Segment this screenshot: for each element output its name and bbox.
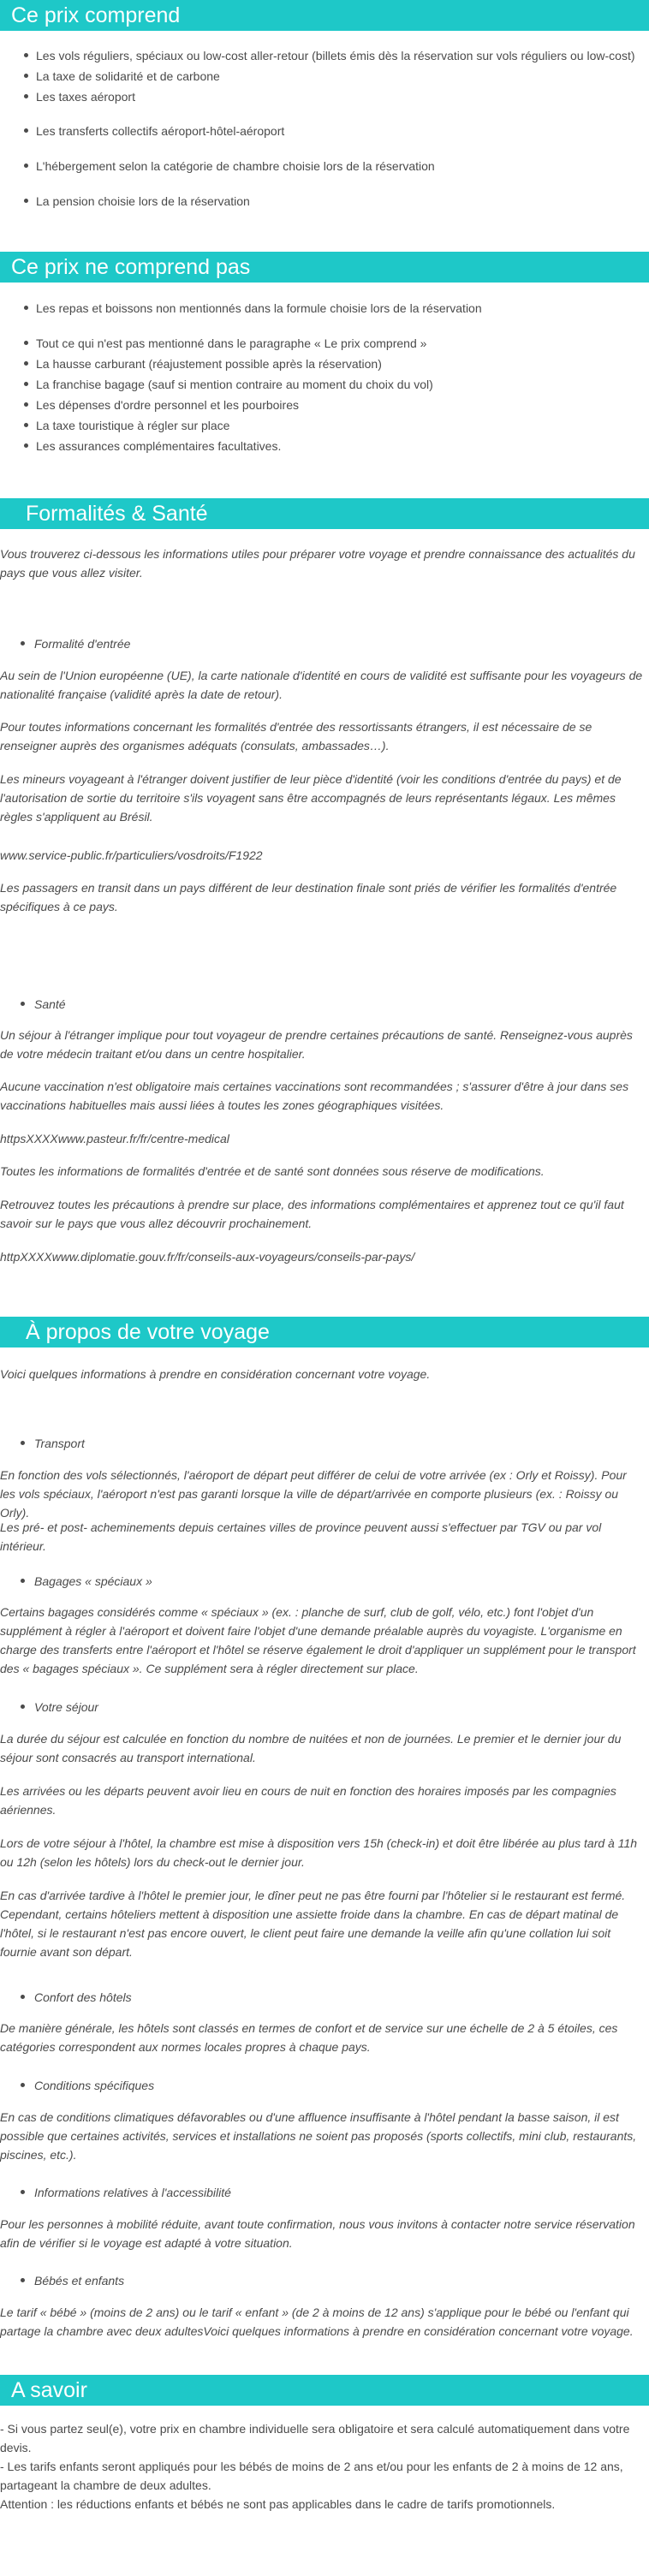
- paragraph: Les pré- et post- acheminements depuis certaines villes de province peuvent aussi s'effectuer par TGV ou par vol intérieur.: [0, 1520, 602, 1553]
- subheading-conditions: Conditions spécifiques: [34, 2079, 155, 2092]
- subheading-bebes-enfants: Bébés et enfants: [34, 2274, 125, 2287]
- list-item: Tout ce qui n'est pas mentionné dans le paragraphe « Le prix comprend »: [36, 336, 427, 350]
- paragraph: En cas de conditions climatiques défavorables ou d'une affluence insuffisante à l'hôtel pendant la basse saison, il est possible que certaines activités, services et installations ne soient pas proposés (sports collectifs, mini club, restaurants, piscines, etc.).: [0, 2110, 637, 2162]
- list-item: Les dépenses d'ordre personnel et les pourboires: [36, 398, 299, 412]
- paragraph: Aucune vaccination n'est obligatoire mais certaines vaccinations sont recommandées ; s'assurer d'être à jour dans ses vaccinations habituelles mais aussi liées à toutes les zones géographiques visitées.: [0, 1080, 629, 1112]
- paragraph: Les mineurs voyageant à l'étranger doivent justifier de leur pièce d'identité (voir les conditions d'entrée du pays) et de l'autorisation de sortie du territoire s'ils voyagent sans être accompagnés de leurs représentants légaux. Les mêmes règles s'appliquent au Brésil.: [0, 772, 622, 824]
- paragraph: Le tarif « bébé » (moins de 2 ans) ou le tarif « enfant » (de 2 à moins de 12 ans) s'applique pour le bébé ou l'enfant qui partage la chambre avec deux adultesVoici quelques informations à prendre en considération concernant votre voyage.: [0, 2305, 634, 2338]
- paragraph: Les arrivées ou les départs peuvent avoir lieu en cours de nuit en fonction des horaires imposés par les compagnies aériennes.: [0, 1784, 616, 1817]
- subheading-accessibilite: Informations relatives à l'accessibilité: [34, 2186, 231, 2199]
- list-item: La hausse carburant (réajustement possible après la réservation): [36, 357, 382, 371]
- section-title-formalites-sante: Formalités & Santé: [0, 498, 649, 529]
- paragraph: Toutes les informations de formalités d'entrée et de santé sont données sous réserve de modifications.: [0, 1164, 545, 1178]
- paragraph: Pour les personnes à mobilité réduite, avant toute confirmation, nous vous invitons à contacter notre service réservation afin de vérifier si le voyage est adapté à votre situation.: [0, 2217, 635, 2250]
- paragraph: - Les tarifs enfants seront appliqués pour les bébés de moins de 2 ans et/ou pour les enfants de 2 à moins de 12 ans, partageant la chambre de deux adultes.: [0, 2460, 623, 2492]
- paragraph: De manière générale, les hôtels sont classés en termes de confort et de service sur une échelle de 2 à 5 étoiles, ces catégories correspondent aux normes locales propres à chaque pays.: [0, 2021, 618, 2054]
- paragraph: Certains bagages considérés comme « spéciaux » (ex. : planche de surf, club de golf, vélo, etc.) font l'objet d'un supplément à régler à l'aéroport et doivent faire l'objet d'une demande préalable auprès du voyagiste. L'organisme en charge des transferts entre l'aéroport et l'hôtel se réserve également le droit d'appliquer un supplément pour le transport des « bagages spéciaux ». Ce supplément sera à régler directement sur place.: [0, 1605, 636, 1675]
- subheading-sante: Santé: [34, 997, 66, 1011]
- list-item: La taxe touristique à régler sur place: [36, 419, 230, 432]
- paragraph: La durée du séjour est calculée en fonction du nombre de nuitées et non de journées. Le premier et le dernier jour du séjour sont consacrés au transport international.: [0, 1732, 622, 1764]
- section-title-prix-ne-comprend-pas: Ce prix ne comprend pas: [0, 252, 649, 283]
- paragraph: Attention : les réductions enfants et bébés ne sont pas applicables dans le cadre de tarifs promotionnels.: [0, 2497, 556, 2511]
- paragraph: - Si vous partez seul(e), votre prix en chambre individuelle sera obligatoire et sera calculé automatiquement dans votre devis.: [0, 2422, 630, 2454]
- list-item: Les repas et boissons non mentionnés dans la formule choisie lors de la réservation: [36, 301, 482, 315]
- list-item: Les taxes aéroport: [36, 90, 135, 104]
- intro-text: Voici quelques informations à prendre en considération concernant votre voyage.: [0, 1367, 431, 1381]
- subheading-votre-sejour: Votre séjour: [34, 1700, 98, 1714]
- list-item: La taxe de solidarité et de carbone: [36, 69, 220, 83]
- paragraph: En fonction des vols sélectionnés, l'aéroport de départ peut différer de celui de votre arrivée (ex : Orly et Roissy). Pour les vols spéciaux, l'aéroport n'est pas garanti lorsque la ville de départ/arrivée en comporte plusieurs (ex. : Roissy ou Orly).: [0, 1468, 627, 1520]
- subheading-formalite-entree: Formalité d'entrée: [34, 637, 131, 651]
- section-title-a-propos: À propos de votre voyage: [0, 1317, 649, 1347]
- subheading-confort: Confort des hôtels: [34, 1990, 132, 2004]
- paragraph: Un séjour à l'étranger implique pour tout voyageur de prendre certaines précautions de santé. Renseignez-vous auprès de votre médecin traitant et/ou dans un centre hospitalier.: [0, 1028, 633, 1061]
- paragraph: Les passagers en transit dans un pays différent de leur destination finale sont priés de vérifier les formalités d'entrée spécifiques à ce pays.: [0, 881, 617, 913]
- list-item: Les assurances complémentaires facultatives.: [36, 439, 282, 453]
- link-diplomatie[interactable]: httpXXXXwww.diplomatie.gouv.fr/fr/conseils-aux-voyageurs/conseils-par-pays/: [0, 1250, 415, 1264]
- intro-text: Vous trouverez ci-dessous les informations utiles pour préparer votre voyage et prendre connaissance des actualités du pays que vous allez visiter.: [0, 547, 635, 580]
- list-item: L'hébergement selon la catégorie de chambre choisie lors de la réservation: [36, 159, 435, 173]
- section-title-a-savoir: A savoir: [0, 2375, 649, 2406]
- paragraph: Pour toutes informations concernant les formalités d'entrée des ressortissants étrangers, il est nécessaire de se renseigner auprès des organismes adéquats (consulats, ambassades…).: [0, 720, 592, 753]
- paragraph: En cas d'arrivée tardive à l'hôtel le premier jour, le dîner peut ne pas être fourni par l'hôtelier si le restaurant est fermé. Cependant, certains hôteliers mettent à disposition une assiette froide dans la chambre. En cas de départ matinal de l'hôtel, si le restaurant n'est pas encore ouvert, le client peut faire une demande la veille afin qu'une collation lui soit fournie avant son départ.: [0, 1889, 626, 1959]
- list-item: La franchise bagage (sauf si mention contraire au moment du choix du vol): [36, 378, 433, 391]
- list-item: La pension choisie lors de la réservation: [36, 194, 250, 208]
- paragraph: Lors de votre séjour à l'hôtel, la chambre est mise à disposition vers 15h (check-in) et doit être libérée au plus tard à 11h ou 12h (selon les hôtels) lors du check-out le dernier jour.: [0, 1836, 638, 1869]
- link-pasteur[interactable]: httpsXXXXwww.pasteur.fr/fr/centre-medical: [0, 1132, 229, 1145]
- subheading-transport: Transport: [34, 1437, 85, 1450]
- paragraph: Retrouvez toutes les précautions à prendre sur place, des informations complémentaires et apprenez tout ce qu'il faut savoir sur le pays que vous allez découvrir prochainement.: [0, 1198, 624, 1230]
- list-item: Les vols réguliers, spéciaux ou low-cost aller-retour (billets émis dès la réservation sur vols réguliers ou low-cost): [36, 49, 635, 62]
- list-item: Les transferts collectifs aéroport-hôtel-aéroport: [36, 124, 285, 138]
- link-service-public[interactable]: www.service-public.fr/particuliers/vosdroits/F1922: [0, 848, 263, 862]
- paragraph: Au sein de l'Union européenne (UE), la carte nationale d'identité en cours de validité est suffisante pour les voyageurs de nationalité française (validité après la date de retour).: [0, 669, 643, 701]
- section-title-prix-comprend: Ce prix comprend: [0, 0, 649, 31]
- subheading-bagages: Bagages « spéciaux »: [34, 1574, 152, 1588]
